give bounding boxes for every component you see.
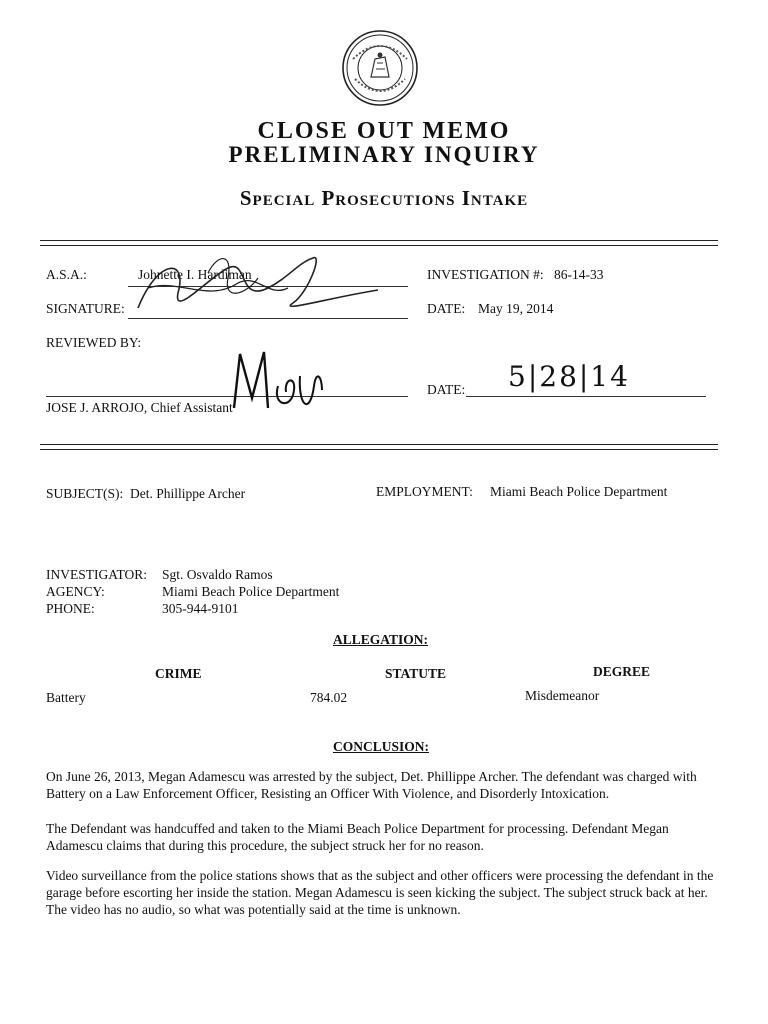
asa-label: A.S.A.: bbox=[46, 267, 87, 282]
divider-middle bbox=[40, 444, 718, 445]
phone-label: PHONE: bbox=[46, 601, 95, 616]
asa-value: Johnette I. Hardiman bbox=[138, 267, 252, 282]
office-seal-icon bbox=[341, 29, 419, 107]
date-label: DATE: bbox=[427, 301, 466, 316]
reviewer-name: JOSE J. ARROJO, Chief Assistant bbox=[46, 400, 233, 415]
conclusion-heading: CONCLUSION: bbox=[333, 739, 430, 754]
employment-value: Miami Beach Police Department bbox=[490, 484, 668, 499]
review-date-handwritten: 5|28|14 bbox=[508, 360, 630, 393]
reviewer-signature-scribble-icon bbox=[226, 346, 336, 418]
review-date-label: DATE: bbox=[427, 382, 466, 397]
crime-value: Battery bbox=[46, 690, 86, 705]
phone-value: 305-944-9101 bbox=[162, 601, 239, 616]
agency-label: AGENCY: bbox=[46, 584, 105, 599]
divider-top-secondary bbox=[40, 245, 718, 246]
review-date-line bbox=[466, 396, 706, 397]
agency-value: Miami Beach Police Department bbox=[162, 584, 340, 599]
signature-label: SIGNATURE: bbox=[46, 301, 125, 316]
statute-value: 784.02 bbox=[310, 690, 348, 705]
memo-subtitle: PRELIMINARY INQUIRY bbox=[228, 142, 540, 167]
asa-signature-scribble-icon bbox=[118, 248, 388, 328]
date-value: May 19, 2014 bbox=[478, 301, 554, 316]
conclusion-paragraph-1: On June 26, 2013, Megan Adamescu was arrested by the subject, Det. Phillippe Archer. The defendant was charged with Battery on a Law Enforcement Officer, Resisting an Officer With Violence, and Disorderly Intoxication. bbox=[46, 769, 697, 801]
allegation-heading: ALLEGATION: bbox=[333, 632, 429, 647]
reviewed-by-label: REVIEWED BY: bbox=[46, 335, 142, 350]
memo-department: Special Prosecutions Intake bbox=[239, 186, 529, 210]
conclusion-paragraph-2: The Defendant was handcuffed and taken to the Miami Beach Police Department for processing. Defendant Megan Adamescu claims that during this procedure, the subject struck her for no reason. bbox=[46, 821, 669, 853]
investigation-label: INVESTIGATION #: bbox=[427, 267, 544, 282]
subject-label: SUBJECT(S): bbox=[46, 486, 124, 501]
degree-value: Misdemeanor bbox=[525, 688, 600, 703]
investigation-number: 86-14-33 bbox=[554, 267, 604, 282]
investigator-label: INVESTIGATOR: bbox=[46, 567, 147, 582]
conclusion-paragraph-3: Video surveillance from the police stations shows that as the subject and other officers were processing the defendant in the garage before escorting her inside the station. Megan Adamescu is seen kicking the subject. The subject struck back at her. The video has no audio, so what was potentially said at the time is unknown. bbox=[46, 868, 714, 917]
employment-label: EMPLOYMENT: bbox=[376, 484, 473, 499]
degree-column-header: DEGREE bbox=[593, 664, 651, 679]
investigator-value: Sgt. Osvaldo Ramos bbox=[162, 567, 273, 582]
statute-column-header: STATUTE bbox=[385, 666, 447, 681]
divider-top bbox=[40, 240, 718, 241]
memo-title: CLOSE OUT MEMO bbox=[257, 118, 511, 144]
divider-middle-secondary bbox=[40, 449, 718, 450]
subject-value: Det. Phillippe Archer bbox=[130, 486, 246, 501]
crime-column-header: CRIME bbox=[155, 666, 202, 681]
